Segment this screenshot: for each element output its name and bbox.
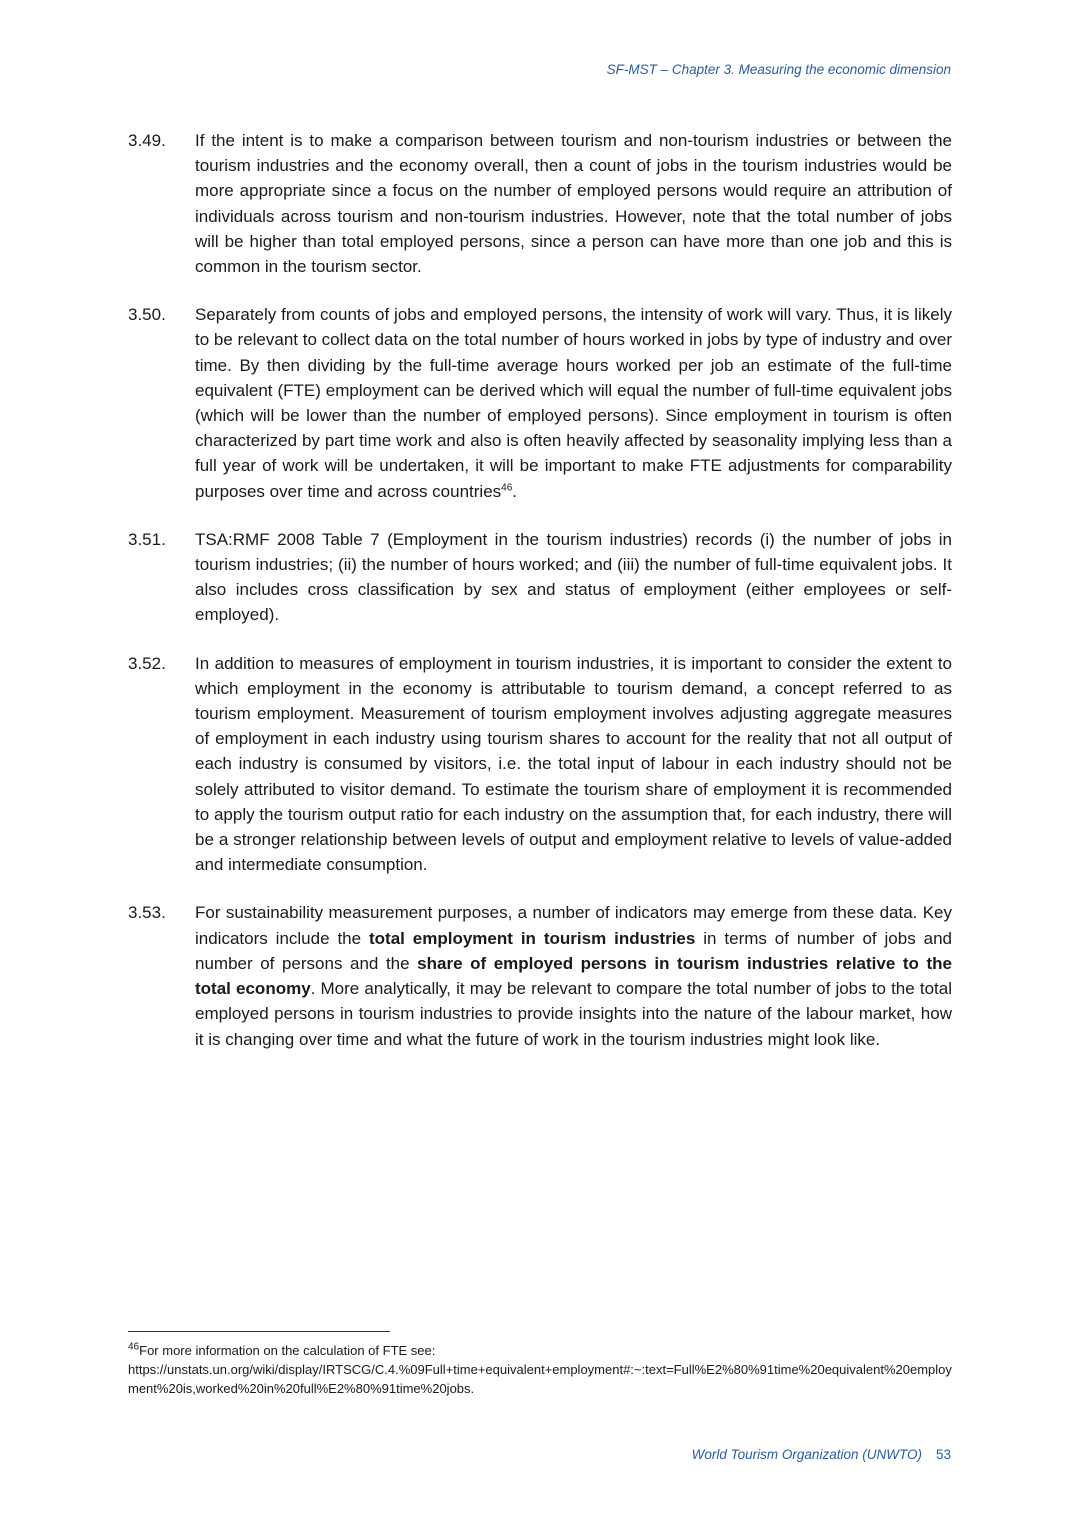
paragraph-3-50 [128, 302, 952, 504]
bold-indicator-share-employed: share of employed persons in tourism industries relative to the total economy [195, 953, 952, 999]
paragraph-text: TSA:RMF 2008 Table 7 (Employment in the tourism industries) records (i) the number of jobs in tourism industries; (ii) the number of hours worked; and (iii) the number of full-time equivalent jobs. It also includes cross classification by sex and status of employment (either employees or self-employed). [195, 529, 952, 625]
paragraph-3-51 [128, 527, 952, 628]
paragraph-number: 3.50. [128, 305, 166, 325]
paragraph-body: Separately from counts of jobs and employed persons, the intensity of work will vary. Thus, it is likely to be relevant to collect data on the total number of hours worked in jobs by type of industry and over time. By then dividing by the full-time average hours worked per job an estimate of the full-time equivalent (FTE) employment can be derived which will equal the number of full-time equivalent jobs (which will be lower than the number of employed persons). Since employment in tourism is often characterized by part time work and also is often heavily affected by seasonality implying less than a full year of work will be undertaken, it will be important to make FTE adjustments for comparability purposes over time and across countries [195, 305, 952, 501]
footnote-text: For more information on the calculation of FTE see: [139, 1343, 436, 1358]
footnote-mark: 46 [128, 1341, 140, 1353]
paragraph-3-49 [128, 128, 952, 279]
text-segment: in terms of number of jobs and number of persons and the [195, 928, 952, 973]
paragraph-end: . [512, 481, 518, 501]
page-number: 53 [935, 1447, 951, 1462]
footnote-46 [128, 1341, 952, 1398]
paragraph-number: 3.51. [128, 529, 166, 549]
footnote-link[interactable]: https://unstats.un.org/wiki/display/IRTSCG/C.4.%09Full+time+equivalent+employment#:~:text=Full%E2%80%91time%20equivalent%20employment%20is,worked%20in%20full%E2%80%91time%20jobs. [128, 1362, 952, 1396]
footnote-separator [128, 1331, 390, 1332]
text-segment: For sustainability measurement purposes, a number of indicators may emerge from these data. Key indicators include the [195, 903, 952, 948]
paragraph-text [195, 900, 952, 1051]
body-text [128, 128, 952, 1075]
running-header: SF-MST – Chapter 3. Measuring the economic dimension [606, 62, 951, 77]
bold-indicator-total-employment: total employment in tourism industries [369, 928, 696, 948]
footnote-reference[interactable]: 46 [501, 481, 513, 493]
paragraph-text [195, 302, 952, 504]
paragraph-text: In addition to measures of employment in tourism industries, it is important to consider the extent to which employment in the economy is attributable to tourism demand, a concept referred to as tourism employment. Measurement of tourism employment involves adjusting aggregate measures of employment in each industry using tourism shares to account for the reality that not all output of each industry is consumed by visitors, i.e. the total input of labour in each industry should not be solely attributed to visitor demand. To estimate the tourism share of employment it is recommended to apply the tourism output ratio for each industry on the assumption that, for each industry, there will be a stronger relationship between levels of output and employment relative to levels of value-added and intermediate consumption. [195, 653, 952, 875]
footer-organization: World Tourism Organization (UNWTO) [691, 1447, 922, 1462]
paragraph-number: 3.49. [128, 131, 166, 150]
page-footer [692, 1447, 951, 1462]
paragraph-3-53 [128, 900, 952, 1051]
text-segment: . More analytically, it may be relevant to compare the total number of jobs to the total employed persons in tourism industries to provide insights into the nature of the labour market, how it is changing over time and what the future of work in the tourism industries might look like. [195, 979, 952, 1049]
paragraph-number: 3.52. [128, 653, 166, 673]
paragraph-3-52 [128, 651, 952, 878]
paragraph-text: If the intent is to make a comparison between tourism and non-tourism industries or between the tourism industries and the economy overall, then a count of jobs in the tourism industries would be more appropriate since a focus on the number of employed persons would require an attribution of individuals across tourism and non-tourism industries. However, note that the total number of jobs will be higher than total employed persons, since a person can have more than one job and this is common in the tourism sector. [195, 131, 952, 277]
footnote-line [128, 1341, 952, 1360]
paragraph-number: 3.53. [128, 903, 166, 923]
